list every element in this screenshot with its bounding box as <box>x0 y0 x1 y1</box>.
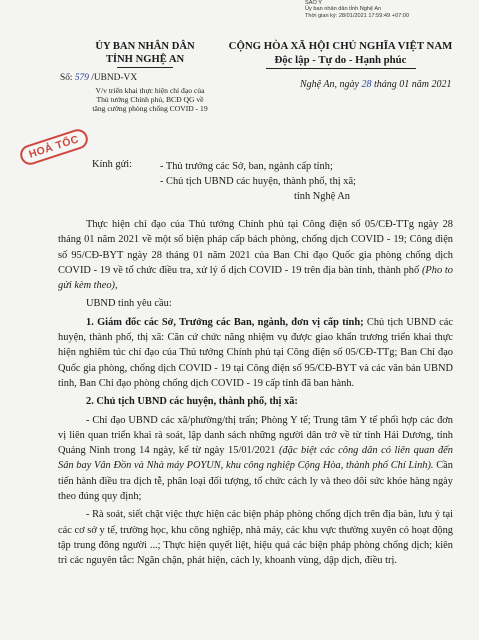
national-title <box>208 40 473 69</box>
item-1-bold: Giám đốc các Sở, Trưởng các Ban, ngành, đơn vị cấp tỉnh; <box>93 316 364 328</box>
authority-underline <box>117 67 173 68</box>
date-day: 28 <box>361 79 372 90</box>
request-line: UBND tỉnh yêu cầu: <box>86 298 172 310</box>
date-prefix: Nghệ An, ngày <box>300 79 362 90</box>
digital-signature-stamp <box>305 0 475 19</box>
urgent-stamp: HOẢ TỐC <box>18 127 91 168</box>
item-2b-paragraph: - Rà soát, siết chặt việc thực hiện các biện pháp phòng chống dịch trên địa bàn, lưu ý tại các cơ sở y tế, trường học, khu công nghiệp, nhà máy, các khu vực thường xuyên có hoạt động tập trung đông người ...; Thực hiện quyết liệt, hiệu quả các biện pháp phòng chống dịch; kiên trì các nguyên tắc: Ngăn chặn, phát hiện, cách ly, khoanh vùng, dập dịch, điều trị. <box>58 509 453 567</box>
motto-underline <box>266 68 416 69</box>
stamp-line-1: SAO Y <box>305 0 322 6</box>
doc-number-prefix: Số: <box>60 73 75 83</box>
doc-number-suffix: /UBND-VX <box>88 73 138 83</box>
item-2a-paragraph <box>58 413 453 505</box>
item-2a-italic: (đặc biệt các công dân có liên quan đến Sân bay Vân Đồn và Nhà máy POYUN, khu công nghiệp Cộng Hòa, thành phố Chí Linh). <box>58 445 453 472</box>
national-motto: Độc lập - Tự do - Hạnh phúc <box>274 53 407 66</box>
national-name: CỘNG HÒA XÃ HỘI CHỦ NGHĨA VIỆT NAM <box>228 40 453 52</box>
document-subject <box>60 86 240 113</box>
authority-line-1: ỦY BAN NHÂN DÂN <box>95 41 195 52</box>
stamp-line-3: Thời gian ký: 28/01/2021 17:59:49 +07:00 <box>305 12 409 19</box>
issue-date <box>300 79 451 90</box>
intro-text: Thực hiện chỉ đạo của Thủ tướng Chính phủ tại Công điện số 05/CĐ-TTg ngày 28 tháng 01 năm 2021 về một số biện pháp cấp bách phòng, chống dịch COVID - 19; Công điện số 95/CĐ-BYT ngày 28 tháng 01 năm 2021 của Ban Chỉ đạo Quốc gia phòng chống dịch COVID - 19 về tổ chức điều tra, xử lý ổ dịch COVID - 19 trên địa bàn tỉnh, thành phố <box>58 219 453 276</box>
addressee-label: Kính gửi: <box>92 159 132 170</box>
issuing-authority <box>60 40 230 68</box>
intro-paragraph <box>58 217 453 293</box>
subject-line-2: Thủ tướng Chính phủ, BCĐ QG về <box>96 95 204 104</box>
addressee-list <box>160 159 450 205</box>
date-suffix: tháng 01 năm 2021 <box>371 79 452 90</box>
intro-italic: (Pho to gửi kèm theo), <box>58 264 453 292</box>
document-body <box>58 217 453 569</box>
item-1-paragraph <box>58 315 453 391</box>
addressee-line-2: - Chủ tịch UBND các huyện, thành phố, thị xã; <box>160 176 356 188</box>
item-2a-tail: Cần tiến hành điều tra dịch tễ, phân loại đối tượng, tổ chức cách ly và theo dõi sức khỏe hàng ngày theo đúng quy định; <box>58 460 453 503</box>
item-1-text: Chủ tịch UBND các huyện, thành phố, thị xã: Căn cứ chức năng nhiệm vụ được giao khẩn trương triển khai thực hiện nghiêm túc chỉ đạo của Thủ tướng Chính phủ tại Công điện số 05/CĐ-TTg; Ban Chỉ đạo Quốc gia phòng, chống dịch COVID - 19 tại Công điện số 95/CĐ-BYT và các văn bản UBND tỉnh, Ban Chỉ đạo phòng chống dịch COVID - 19 cấp tỉnh đã ban hành. <box>58 316 453 389</box>
item-2a-text: - Chỉ đạo UBND các xã/phường/thị trấn; Phòng Y tế; Trung tâm Y tế phối hợp các đơn vị liên quan triển khai rà soát, lập danh sách những người dân trở về từ tỉnh Hải Dương, tỉnh Quảng Ninh trong 14 ngày, kể từ ngày 15/01/2021 <box>58 414 453 457</box>
stamp-line-2: Ủy ban nhân dân tỉnh Nghệ An <box>305 6 382 13</box>
subject-line-3: tăng cường phòng chống COVID - 19 <box>92 104 208 113</box>
item-1-number: 1. <box>86 316 94 328</box>
document-number <box>60 73 137 83</box>
doc-number-value: 579 <box>74 73 89 83</box>
item-2-heading: 2. Chủ tịch UBND các huyện, thành phố, thị xã: <box>86 396 298 408</box>
subject-line-1: V/v triển khai thực hiện chỉ đạo của <box>95 86 205 95</box>
addressee-line-3: tỉnh Nghệ An <box>294 191 350 203</box>
authority-line-2: TỈNH NGHỆ AN <box>105 54 185 65</box>
addressee-line-1: - Thủ trưởng các Sở, ban, ngành cấp tỉnh; <box>160 161 333 172</box>
